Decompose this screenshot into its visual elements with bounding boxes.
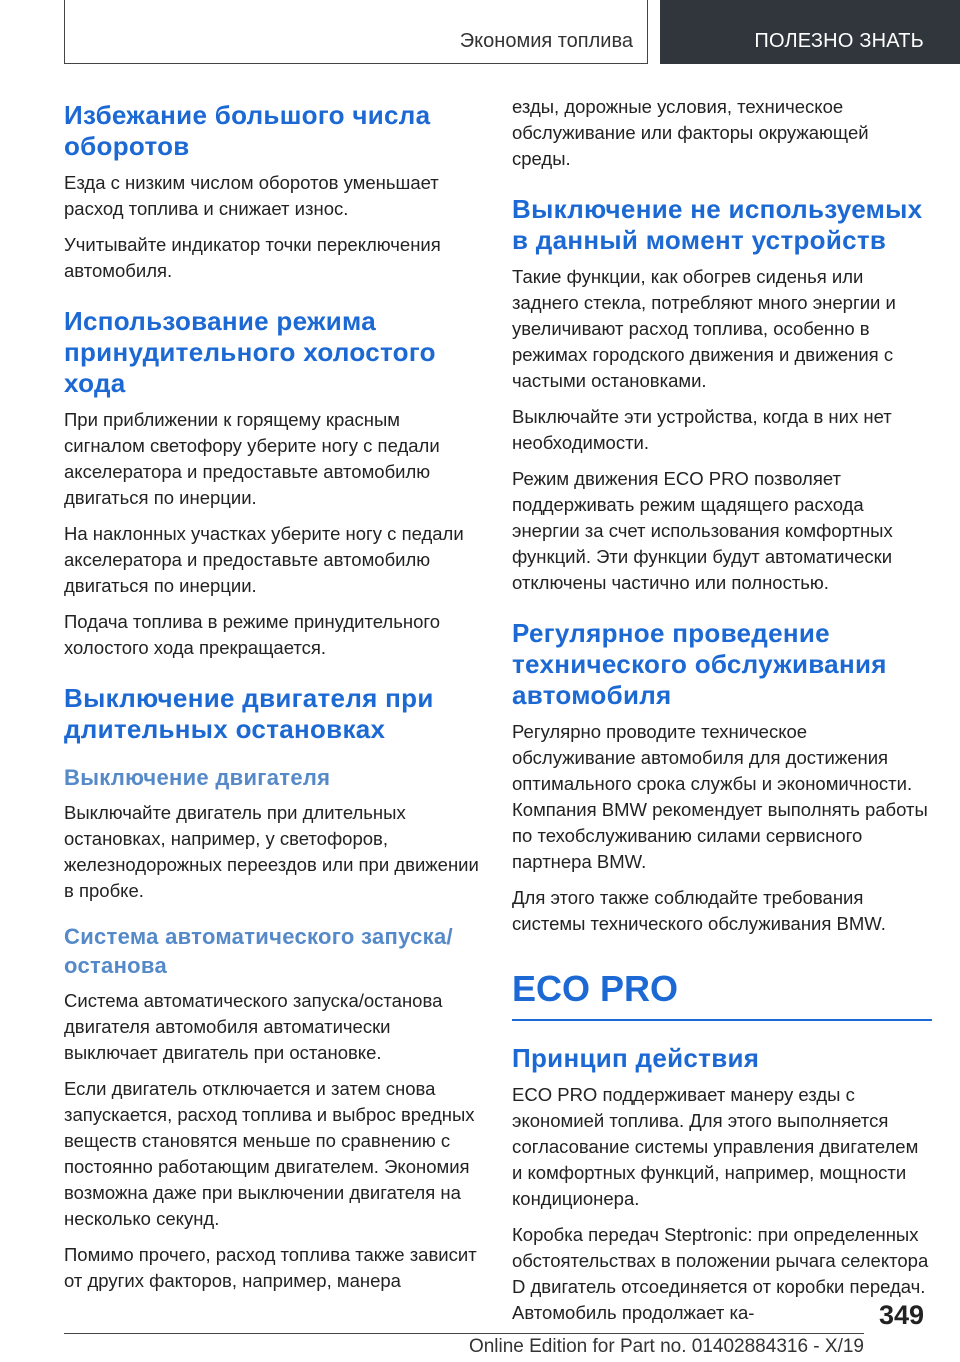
left-column <box>64 100 484 1294</box>
heading-service: Регулярное проведение технического обслуживания автомобиля <box>512 618 887 710</box>
footer-edition: Online Edition for Part no. 01402884316 - X/19 <box>468 1336 864 1357</box>
paragraph: На наклонных участках уберите ногу с педали акселератора и предоставьте автомобилю двигаться по инерции. <box>64 523 464 596</box>
header-section-box <box>64 0 648 64</box>
paragraph: Езда с низким числом оборотов уменьшает расход топлива и снижает износ. <box>64 172 439 219</box>
paragraph: Режим движения ECO PRO позволяет поддерживать режим щадящего расхода энергии за счет использования комфортных функций. Эти функции будут автоматически отключены частично или полностью. <box>512 468 893 593</box>
paragraph: Для этого также соблюдайте требования системы технического обслуживания BMW. <box>512 887 886 934</box>
paragraph: Подача топлива в режиме принудительного холостого хода прекращается. <box>64 611 440 658</box>
header-section-title: Экономия топлива <box>459 30 633 52</box>
paragraph: ECO PRO поддерживает манеру езды с экономией топлива. Для этого выполняется согласование системы управления двигателем и комфортных функций, например, мощности кондиционера. <box>512 1084 919 1209</box>
page-number: 349 <box>878 1300 924 1330</box>
subheading-autostart: Система автоматического запуска/останова <box>64 924 453 978</box>
subheading-engine-off: Выключение двигателя <box>64 765 331 790</box>
paragraph: Такие функции, как обогрев сиденья или заднего стекла, потребляют много энергии и увеличивают расход топлива, особенно в режимах городского движения и движения с частыми остановками. <box>512 266 896 391</box>
paragraph: Коробка передач Steptronic: при определенных обстоятельствах в положении рычага селектора D двигатель отсоединяется от коробки передач. Автомобиль продолжает ка- <box>512 1224 929 1323</box>
heading-engine-off: Выключение двигателя при длительных остановках <box>64 683 434 744</box>
paragraph: Учитывайте индикатор точки переключения автомобиля. <box>64 234 441 281</box>
paragraph: Система автоматического запуска/останова двигателя автомобиля автоматически выключает двигатель при остановке. <box>64 990 443 1063</box>
paragraph: Если двигатель отключается и затем снова запускается, расход топлива и выброс вредных веществ становятся меньше по сравнению с постоянно работающим двигателем. Экономия возможна даже при выключении двигателя на несколько секунд. <box>64 1078 475 1229</box>
chapter-heading-eco-pro: ECO PRO <box>512 968 679 1009</box>
paragraph: При приближении к горящему красным сигналом светофору уберите ногу с педали акселератора и предоставьте автомобилю двигаться по инерции. <box>64 409 440 508</box>
right-column <box>512 96 932 1326</box>
paragraph: Выключайте эти устройства, когда в них нет необходимости. <box>512 406 892 453</box>
header-chapter-title: ПОЛЕЗНО ЗНАТЬ <box>754 30 924 52</box>
paragraph: Помимо прочего, расход топлива также зависит от других факторов, например, манера <box>64 1244 477 1291</box>
heading-principle: Принцип действия <box>512 1043 760 1073</box>
heading-low-rpm: Избежание большого числа оборотов <box>64 100 431 161</box>
heading-devices: Выключение не используемых в данный момент устройств <box>512 194 923 255</box>
heading-coasting: Использование режима принудительного холостого хода <box>64 306 436 398</box>
paragraph: Регулярно проводите техническое обслуживание автомобиля для достижения оптимального срока службы и экономичности. Компания BMW рекомендует выполнять работы по техобслуживанию силами сервисного партнера BMW. <box>512 721 928 872</box>
paragraph: Выключайте двигатель при длительных остановках, например, у светофоров, железнодорожных переездов или при движении в пробке. <box>64 802 479 901</box>
header-chapter-box <box>660 0 960 64</box>
footer-rule <box>64 1333 864 1334</box>
chapter-rule <box>512 1019 932 1021</box>
paragraph: езды, дорожные условия, техническое обслуживание или факторы окружающей среды. <box>512 96 869 169</box>
